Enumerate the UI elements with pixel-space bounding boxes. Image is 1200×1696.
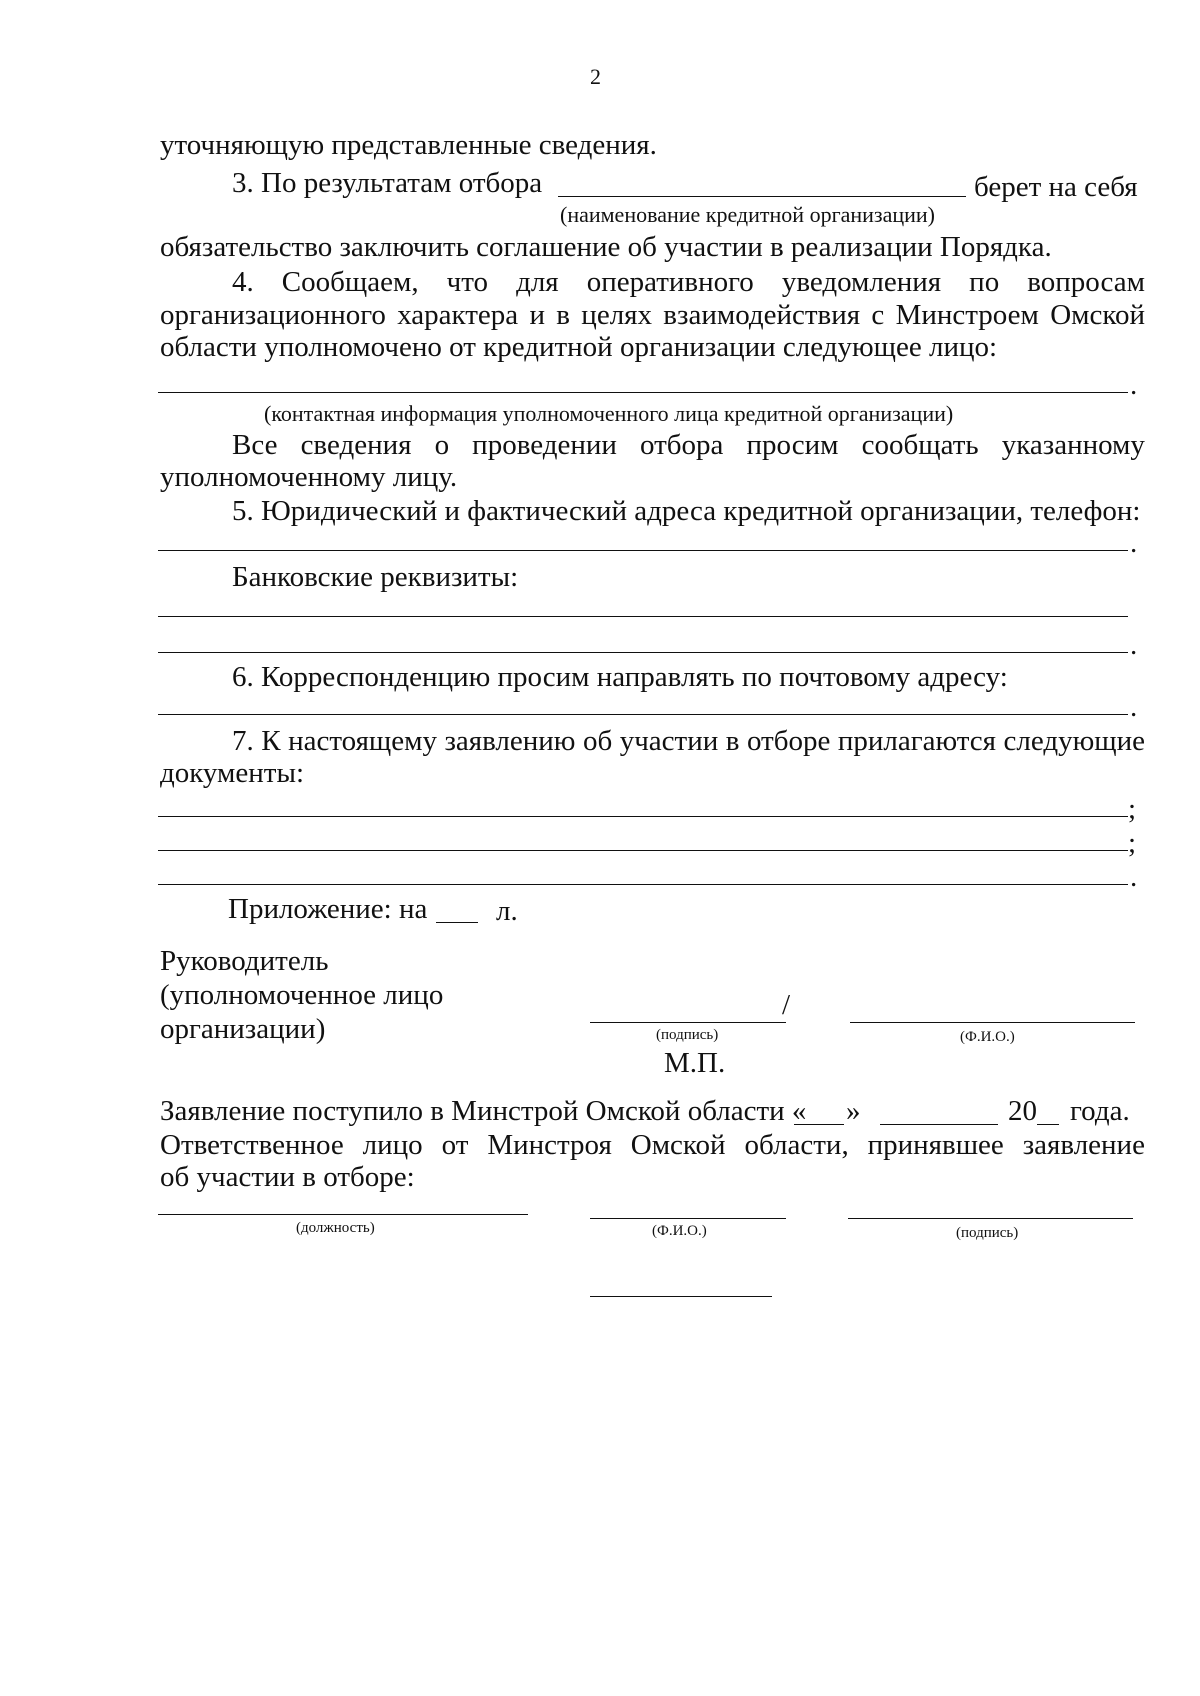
word: в — [556, 299, 570, 331]
position-blank — [158, 1214, 528, 1215]
bank-details-blank-2 — [158, 652, 1128, 653]
word: прилагаются — [837, 725, 997, 757]
word: по — [969, 266, 1000, 298]
word: проведении — [472, 429, 617, 461]
item5-text: 5. Юридический и фактический адреса кредитной организации, телефон: — [232, 495, 1141, 527]
head-fio-blank — [850, 1022, 1135, 1023]
word: организационного — [160, 299, 386, 331]
word: участии — [619, 725, 719, 757]
word: сообщать — [861, 429, 979, 461]
word: Омской — [630, 1129, 726, 1161]
word: отбора — [640, 429, 724, 461]
word: в — [725, 725, 740, 757]
word: заявление — [1022, 1129, 1145, 1161]
address-blank-period: . — [1130, 527, 1138, 559]
bank-details-period: . — [1130, 629, 1138, 661]
received-day-blank — [794, 1124, 844, 1125]
item4-line1 — [160, 265, 1145, 299]
documents-period: . — [1130, 861, 1138, 893]
closing-divider — [590, 1296, 772, 1297]
word: уведомления — [781, 266, 942, 298]
attachment-pages-blank — [436, 922, 478, 923]
attachment-suffix: л. — [496, 895, 518, 927]
word: целях — [581, 299, 652, 331]
word: Сообщаем, — [281, 266, 419, 298]
word: области, — [744, 1129, 849, 1161]
documents-semicolon-1: ; — [1128, 793, 1137, 825]
word: К — [261, 725, 281, 757]
item4-note-line1 — [160, 428, 1145, 462]
item4-line3: области уполномочено от кредитной организации следующее лицо: — [160, 331, 998, 363]
word: об — [582, 725, 613, 757]
word: заявлению — [444, 725, 576, 757]
word: отборе — [746, 725, 831, 757]
received-suffix: года. — [1070, 1095, 1130, 1127]
word: вопросам — [1027, 266, 1145, 298]
continuation-text: уточняющую представленные сведения. — [160, 129, 657, 161]
word: 4. — [232, 266, 254, 298]
item4-line2 — [160, 298, 1145, 332]
signature-caption: (подпись) — [956, 1225, 1019, 1241]
word: о — [434, 429, 450, 461]
word: для — [516, 266, 559, 298]
word: что — [446, 266, 489, 298]
word: Ответственное — [160, 1129, 344, 1161]
word: лицо — [362, 1129, 423, 1161]
signature-slash: / — [782, 989, 791, 1021]
bank-details-blank-1 — [158, 616, 1128, 617]
word: характера — [397, 299, 519, 331]
signature-blank — [848, 1218, 1133, 1219]
head-signature-blank — [590, 1022, 786, 1023]
item4-caption: (контактная информация уполномоченного лица кредитной организации) — [264, 401, 954, 426]
contact-blank-period: . — [1130, 369, 1138, 401]
stamp-label: М.П. — [664, 1047, 726, 1079]
bank-details-label: Банковские реквизиты: — [232, 561, 519, 593]
attachment-prefix: Приложение: на — [228, 893, 428, 925]
word: от — [441, 1129, 469, 1161]
postal-blank-period: . — [1130, 691, 1138, 723]
received-year-blank — [1037, 1124, 1059, 1125]
word: взаимодействия — [663, 299, 861, 331]
word: Все — [232, 429, 278, 461]
received-year: 20 — [1008, 1095, 1037, 1127]
word: оперативного — [586, 266, 754, 298]
item4-note-line2: уполномоченному лицу. — [160, 461, 458, 493]
documents-blank-2 — [158, 850, 1128, 851]
head-title-line2: (уполномоченное лицо — [160, 979, 444, 1011]
word: сведения — [300, 429, 412, 461]
received-month-blank — [880, 1124, 998, 1125]
address-blank — [158, 550, 1128, 551]
word: с — [871, 299, 885, 331]
word: и — [529, 299, 545, 331]
item7-line1 — [160, 724, 1145, 758]
documents-blank-3 — [158, 884, 1128, 885]
word: Минстроя — [487, 1129, 612, 1161]
head-title-line3: организации) — [160, 1013, 326, 1045]
item3-caption: (наименование кредитной организации) — [560, 202, 935, 227]
word: просим — [746, 429, 839, 461]
page-number: 2 — [590, 64, 601, 89]
head-fio-caption: (Ф.И.О.) — [960, 1029, 1015, 1045]
responsible-line1 — [160, 1128, 1145, 1162]
documents-semicolon-2: ; — [1128, 827, 1137, 859]
received-quote-close: » — [846, 1095, 861, 1127]
item3-continuation: обязательство заключить соглашение об участии в реализации Порядка. — [160, 231, 1052, 263]
word: принявшее — [867, 1129, 1004, 1161]
received-prefix: Заявление поступило в Минстрой Омской области « — [160, 1095, 807, 1127]
word: 7. — [232, 725, 254, 757]
head-title-line1: Руководитель — [160, 945, 329, 977]
position-caption: (должность) — [296, 1220, 375, 1236]
item7-line2: документы: — [160, 757, 305, 789]
item6-text: 6. Корреспонденцию просим направлять по почтовому адресу: — [232, 661, 1008, 693]
fio-blank — [590, 1218, 786, 1219]
item3-start: 3. По результатам отбора — [232, 167, 543, 199]
word: настоящему — [288, 725, 437, 757]
documents-blank-1 — [158, 816, 1128, 817]
item3-end: берет на себя — [974, 171, 1138, 203]
contact-blank — [158, 392, 1128, 393]
word: Минстроем — [895, 299, 1039, 331]
bank-name-blank — [558, 196, 966, 197]
word: Омской — [1050, 299, 1145, 331]
responsible-line2: об участии в отборе: — [160, 1161, 415, 1193]
head-signature-caption: (подпись) — [656, 1027, 719, 1043]
word: следующие — [1003, 725, 1145, 757]
fio-caption: (Ф.И.О.) — [652, 1223, 707, 1239]
word: указанному — [1001, 429, 1145, 461]
postal-blank — [158, 714, 1128, 715]
